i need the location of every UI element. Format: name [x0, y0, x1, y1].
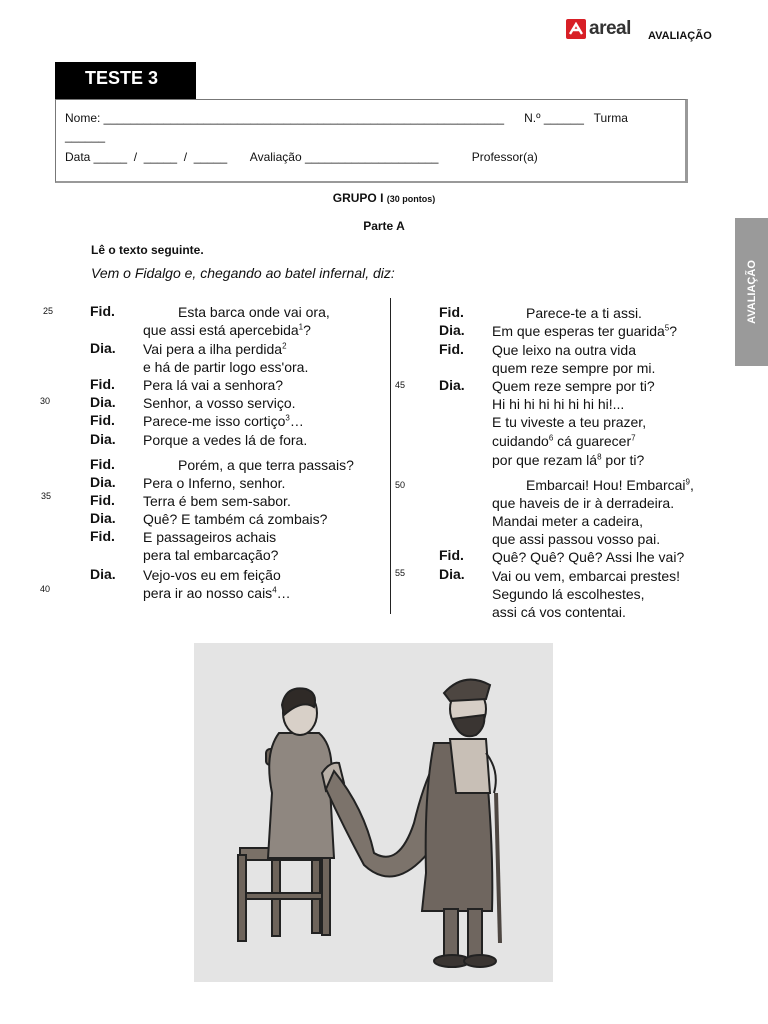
verse-line: Vejo-vos eu em feição [143, 567, 281, 583]
verse-line: e há de partir logo ess'ora. [143, 359, 309, 375]
verse-line: Terra é bem sem-sabor. [143, 493, 291, 509]
line-number: 25 [43, 306, 54, 316]
line-number: 40 [40, 584, 51, 594]
speaker-label: Fid. [90, 412, 115, 428]
verse-line: que assi passou vosso pai. [492, 531, 661, 547]
verse-line: assi cá vos contentai. [492, 604, 626, 620]
speaker-label: Dia. [90, 510, 116, 526]
form-line-date: Data _____ / _____ / _____ Avaliação ____________________ Professor(a) [65, 150, 538, 164]
verse-line: Vai ou vem, embarcai prestes! [492, 568, 681, 584]
verse-line: Quê? E também cá zombais? [143, 511, 328, 527]
line-number: 30 [40, 396, 51, 406]
speaker-label: Fid. [90, 456, 115, 472]
verse-line: Quê? Quê? Quê? Assi lhe vai? [492, 549, 685, 565]
areal-logo [566, 18, 644, 40]
group-title-text: GRUPO I [332, 191, 384, 205]
intro-text: Vem o Fidalgo e, chegando ao batel infernal, diz: [91, 265, 395, 281]
speaker-label: Fid. [439, 304, 464, 320]
verse-line: E tu viveste a teu prazer, [492, 414, 647, 430]
test-title: TESTE 3 [55, 62, 196, 99]
speaker-label: Fid. [90, 492, 115, 508]
verse-line: Segundo lá escolhestes, [492, 586, 645, 602]
column-divider [390, 298, 391, 614]
areal-logo-icon [566, 19, 586, 39]
speaker-label: Dia. [90, 474, 116, 490]
verse-line: Parece-me isso cortiço$^3$… [143, 413, 304, 429]
side-tab-label: AVALIAÇÃO [745, 260, 758, 324]
verse-line: Vai pera a ilha perdida$^2$ [143, 341, 287, 357]
verse-line: pera ir ao nosso cais$^4$… [143, 585, 291, 601]
speaker-label: Fid. [439, 341, 464, 357]
brand-name: areal [589, 18, 631, 39]
verse-line: Porém, a que terra passais? [178, 457, 354, 473]
verse-line: E passageiros achais [143, 529, 277, 545]
verse-line: que assi está apercebida$^1$? [143, 322, 311, 338]
verse-line: pera tal embarcação? [143, 547, 279, 563]
speaker-label: Fid. [90, 528, 115, 544]
verse-line: Mandai meter a cadeira, [492, 513, 643, 529]
part-title: Parte A [363, 219, 405, 233]
line-number: 55 [395, 568, 406, 578]
verse-line: Esta barca onde vai ora, [178, 304, 330, 320]
speaker-label: Dia. [439, 377, 465, 393]
line-number: 50 [395, 480, 406, 490]
speaker-label: Dia. [439, 322, 465, 338]
speaker-label: Dia. [90, 340, 116, 356]
verse-line: Senhor, a vosso serviço. [143, 395, 296, 411]
fidalgo-illustration [194, 643, 553, 982]
verse-line: Parece-te a ti assi. [526, 305, 642, 321]
instruction: Lê o texto seguinte. [91, 243, 204, 257]
speaker-label: Dia. [90, 566, 116, 582]
verse-line: por que rezam $lá^8$ por ti? [492, 452, 645, 468]
form-line-name: Nome: ____________________________________________________________ N.º ______ Turma [65, 111, 628, 125]
verse-line: cuidando$^6$ cá guarecer$^7$ [492, 433, 636, 449]
verse-line: Que leixo na outra vida [492, 342, 636, 358]
verse-line: Quem reze sempre por ti? [492, 378, 655, 394]
verse-line: quem reze sempre por mi. [492, 360, 656, 376]
doc-type-label: AVALIAÇÃO [648, 30, 712, 42]
verse-line: Pera lá vai a senhora? [143, 377, 284, 393]
speaker-label: Dia. [90, 394, 116, 410]
group-points: (30 pontos) [386, 194, 436, 204]
form-line-name-cont: ______ [65, 129, 106, 143]
side-tab [735, 218, 768, 366]
speaker-label: Fid. [90, 376, 115, 392]
speaker-label: Dia. [90, 431, 116, 447]
speaker-label: Dia. [439, 566, 465, 582]
line-number: 35 [41, 491, 52, 501]
verse-line: Embarcai! Hou! Embarcai$^9$, [526, 477, 694, 493]
group-title [0, 191, 768, 205]
speaker-label: Fid. [90, 303, 115, 319]
verse-line: Porque a vedes lá de fora. [143, 432, 308, 448]
speaker-label: Fid. [439, 547, 464, 563]
student-info-form [55, 99, 688, 183]
verse-line: Em que esperas ter guarida$^5$? [492, 323, 678, 339]
verse-line: Hi hi hi hi hi hi hi hi!... [492, 396, 625, 412]
line-number: 45 [395, 380, 406, 390]
verse-line: Pera o Inferno, senhor. [143, 475, 286, 491]
verse-line: que haveis de ir à derradeira. [492, 495, 675, 511]
